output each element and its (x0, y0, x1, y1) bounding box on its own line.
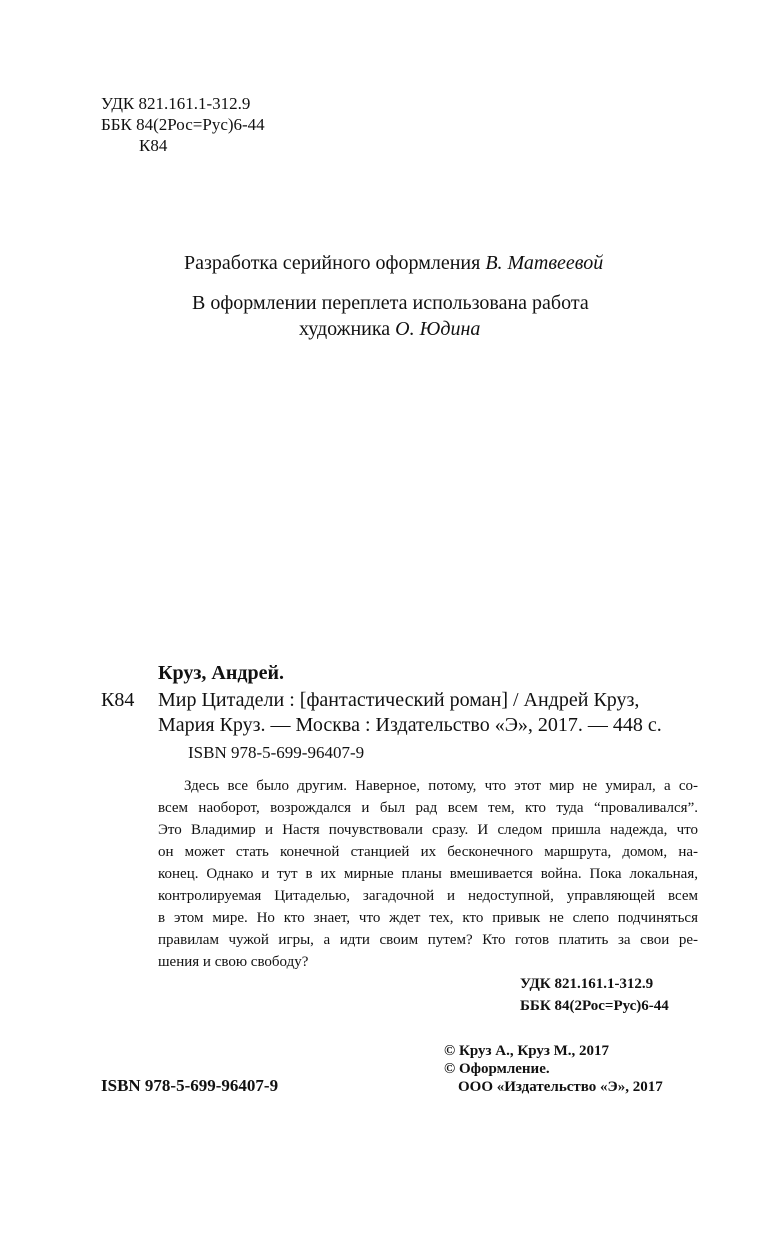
design-credit (184, 249, 603, 277)
catalog-title-line1: Мир Цитадели : [фантастический роман] / Андрей Круз, (158, 689, 640, 711)
catalog-isbn: ISBN 978-5-699-96407-9 (188, 743, 365, 762)
annotation-line: шения и свою свободу? (158, 954, 309, 970)
cover-credit-line1: В оформлении переплета использована работа (192, 292, 589, 314)
annotation-line: Здесь все было другим. Наверное, потому, что этот мир не умирал, а со- (184, 778, 698, 794)
author-mark-top: К84 (139, 136, 168, 155)
design-credit-text: Разработка серийного оформления (184, 252, 481, 274)
copyright-design: © Оформление. (444, 1061, 550, 1077)
annotation-line: правилам чужой игры, а идти своим путем? Кто готов платить за свои ре- (158, 932, 698, 948)
annotation-line: конец. Однако и тут в их мирные планы вмешивается война. Пока локальная, (158, 866, 698, 882)
cover-credit-name: О. Юдина (395, 318, 481, 340)
catalog-mark: К84 (101, 689, 135, 711)
bbk-code-top: ББК 84(2Рос=Рус)6-44 (101, 115, 265, 134)
catalog-title-line2: Мария Круз. — Москва : Издательство «Э», 2017. — 448 с. (158, 714, 662, 736)
udk-code-bottom: УДК 821.161.1-312.9 (520, 976, 654, 992)
annotation-line: он может стать конечной станцией их бесконечного маршрута, домом, на- (158, 844, 698, 860)
annotation-line: всем наоборот, возрождался и был рад всем тем, кто туда “проваливался”. (158, 800, 698, 816)
cover-credit-line2 (299, 315, 480, 343)
copyright-publisher: ООО «Издательство «Э», 2017 (458, 1079, 663, 1095)
copyright-authors: © Круз А., Круз М., 2017 (444, 1043, 610, 1059)
design-credit-name: В. Матвеевой (485, 252, 604, 274)
udk-code-top: УДК 821.161.1-312.9 (101, 94, 251, 113)
annotation (158, 775, 698, 973)
footer-isbn: ISBN 978-5-699-96407-9 (101, 1076, 279, 1095)
annotation-line: в этом мире. Но кто знает, что ждет тех, кто привык не слепо подчиняться (158, 910, 698, 926)
annotation-line: Это Владимир и Настя почувствовали сразу. И следом пришла надежда, что (158, 822, 698, 838)
bbk-code-bottom: ББК 84(2Рос=Рус)6-44 (520, 998, 669, 1014)
cover-credit-text: художника (299, 318, 391, 340)
annotation-line: контролируемая Цитаделью, загадочной и недоступной, управляющей всем (158, 888, 698, 904)
catalog-author: Круз, Андрей. (158, 662, 285, 684)
